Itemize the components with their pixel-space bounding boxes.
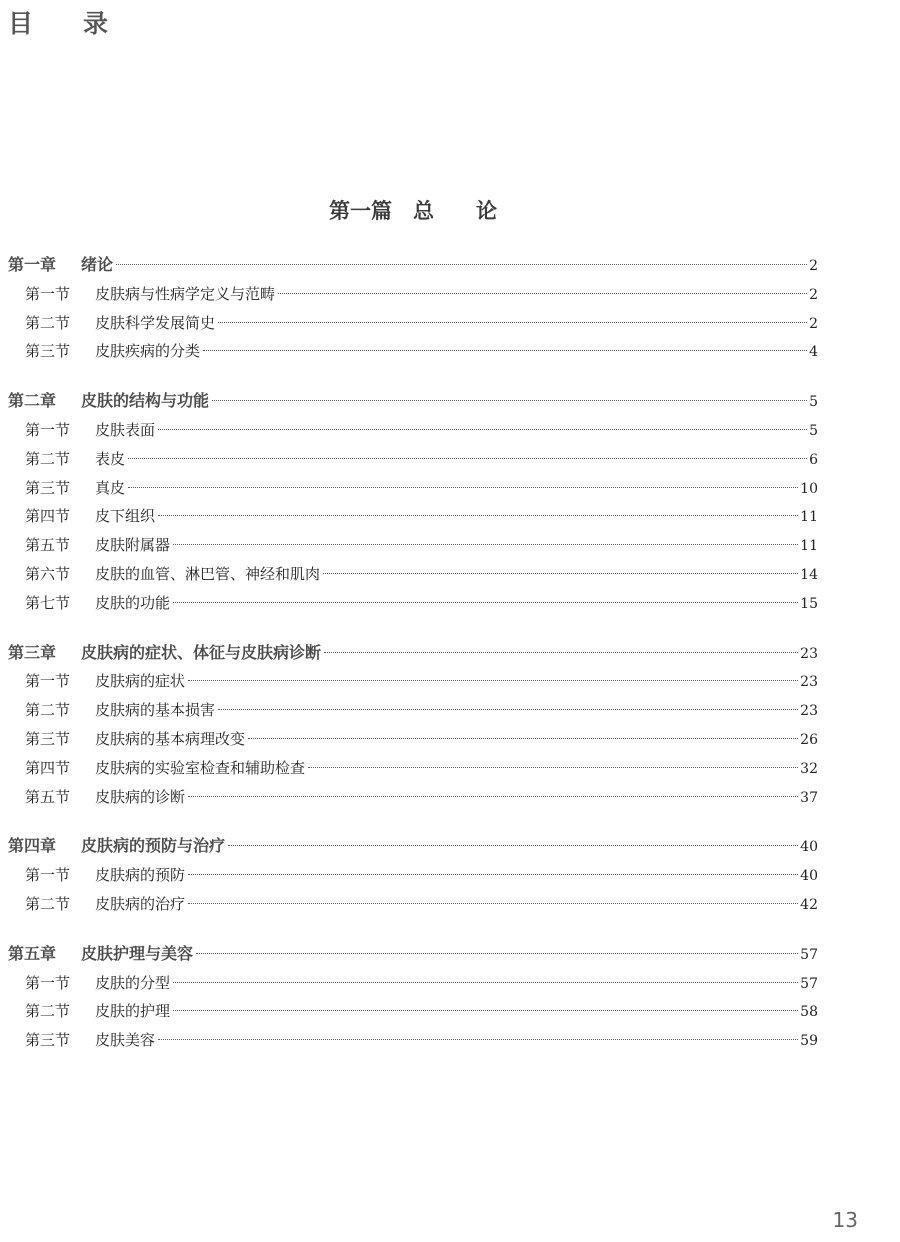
toc-chapter-entry-number: 第一章 bbox=[8, 255, 57, 274]
dot-leader bbox=[278, 293, 807, 294]
toc-section-entry-title: 皮肤表面 bbox=[95, 420, 156, 439]
chapter-block bbox=[8, 251, 818, 366]
toc-section-entry[interactable] bbox=[8, 725, 818, 754]
toc-chapter-entry[interactable] bbox=[8, 251, 818, 280]
toc-section-entry-title: 皮肤病的基本病理改变 bbox=[95, 729, 246, 748]
toc-section-entry-label bbox=[25, 502, 155, 531]
toc-section-entry-number: 第七节 bbox=[25, 593, 71, 612]
toc-section-entry-page: 58 bbox=[800, 1004, 818, 1021]
toc-chapter-entry-label bbox=[8, 387, 209, 416]
toc-section-entry[interactable] bbox=[8, 309, 818, 338]
toc-section-entry-label bbox=[25, 416, 155, 445]
toc-section-entry-number: 第一节 bbox=[25, 973, 71, 992]
toc-section-entry-number: 第六节 bbox=[25, 564, 71, 583]
toc-section-entry-label bbox=[25, 531, 170, 560]
dot-leader bbox=[173, 982, 798, 983]
toc-section-entry-page: 15 bbox=[800, 595, 818, 612]
toc-chapter-entry-title: 皮肤病的预防与治疗 bbox=[81, 836, 226, 856]
toc-section-entry-label bbox=[25, 1026, 155, 1055]
toc-section-entry-label bbox=[25, 280, 275, 309]
dot-leader bbox=[324, 652, 798, 653]
dot-leader bbox=[228, 845, 798, 846]
toc-section-entry-page: 2 bbox=[809, 286, 818, 303]
dot-leader bbox=[173, 602, 798, 603]
toc-section-entry-label bbox=[25, 890, 185, 919]
toc-section-entry-label bbox=[25, 667, 185, 696]
toc-section-entry-page: 23 bbox=[800, 703, 818, 720]
header-title-char-2: 录 bbox=[83, 9, 109, 38]
toc-section-entry-number: 第三节 bbox=[25, 342, 71, 361]
dot-leader bbox=[308, 767, 798, 768]
toc-section-entry[interactable] bbox=[8, 531, 818, 560]
dot-leader bbox=[173, 544, 798, 545]
toc-section-entry-number: 第五节 bbox=[25, 536, 71, 555]
dot-leader bbox=[212, 400, 807, 401]
toc-section-entry-page: 6 bbox=[809, 451, 818, 468]
toc-section-entry-title: 皮肤美容 bbox=[95, 1031, 156, 1050]
toc-section-entry-number: 第二节 bbox=[25, 701, 71, 720]
toc-section-entry-label bbox=[25, 589, 170, 618]
toc-section-entry[interactable] bbox=[8, 280, 818, 309]
toc-chapter-entry-title: 绪论 bbox=[81, 255, 114, 274]
toc-section-entry-number: 第五节 bbox=[25, 787, 71, 806]
dot-leader bbox=[196, 953, 798, 954]
dot-leader bbox=[218, 322, 807, 323]
toc-section-entry-number: 第二节 bbox=[25, 313, 71, 332]
toc-section-entry[interactable] bbox=[8, 861, 818, 890]
table-of-contents bbox=[8, 251, 818, 1076]
toc-chapter-entry-page: 5 bbox=[809, 394, 818, 411]
toc-section-entry[interactable] bbox=[8, 969, 818, 998]
dot-leader bbox=[203, 350, 807, 351]
toc-chapter-entry[interactable] bbox=[8, 639, 818, 668]
page-header-title bbox=[8, 4, 108, 40]
toc-section-entry-page: 57 bbox=[800, 975, 818, 992]
toc-section-entry[interactable] bbox=[8, 589, 818, 618]
toc-section-entry-page: 59 bbox=[800, 1033, 818, 1050]
toc-section-entry-number: 第二节 bbox=[25, 894, 71, 913]
chapter-block bbox=[8, 387, 818, 617]
toc-section-entry-number: 第四节 bbox=[25, 758, 71, 777]
toc-section-entry-label bbox=[25, 969, 170, 998]
dot-leader bbox=[188, 874, 798, 875]
toc-section-entry-number: 第三节 bbox=[25, 729, 71, 748]
toc-chapter-entry-number: 第二章 bbox=[8, 391, 57, 411]
toc-section-entry-label bbox=[25, 696, 215, 725]
toc-section-entry-page: 32 bbox=[800, 760, 818, 777]
toc-section-entry-title: 皮肤科学发展简史 bbox=[95, 313, 216, 332]
toc-section-entry-label bbox=[25, 997, 170, 1026]
toc-section-entry[interactable] bbox=[8, 997, 818, 1026]
toc-section-entry-label bbox=[25, 445, 125, 474]
toc-chapter-entry[interactable] bbox=[8, 940, 818, 969]
toc-section-entry-number: 第一节 bbox=[25, 672, 71, 691]
toc-section-entry-label bbox=[25, 474, 125, 503]
toc-section-entry-title: 皮肤的功能 bbox=[95, 593, 171, 612]
dot-leader bbox=[173, 1010, 798, 1011]
toc-section-entry-number: 第三节 bbox=[25, 478, 71, 497]
toc-chapter-entry-number: 第五章 bbox=[8, 943, 57, 963]
header-title-char-1: 目 bbox=[8, 9, 34, 38]
toc-section-entry-number: 第一节 bbox=[25, 420, 71, 439]
toc-section-entry[interactable] bbox=[8, 754, 818, 783]
toc-section-entry[interactable] bbox=[8, 1026, 818, 1055]
chapter-block bbox=[8, 639, 818, 812]
dot-leader bbox=[158, 515, 798, 516]
toc-section-entry-number: 第二节 bbox=[25, 1002, 71, 1021]
toc-section-entry-title: 皮肤疾病的分类 bbox=[95, 342, 201, 361]
toc-section-entry-number: 第一节 bbox=[25, 866, 71, 885]
part-title: 第一篇 总 论 bbox=[329, 199, 497, 223]
toc-chapter-entry-label bbox=[8, 251, 113, 280]
toc-chapter-entry-page: 40 bbox=[800, 839, 818, 856]
toc-section-entry-title: 皮肤病的治疗 bbox=[95, 894, 186, 913]
toc-section-entry-title: 皮肤病的症状 bbox=[95, 672, 186, 691]
toc-chapter-entry-number: 第三章 bbox=[8, 642, 57, 662]
dot-leader bbox=[188, 680, 798, 681]
toc-chapter-entry[interactable] bbox=[8, 832, 818, 861]
chapter-block bbox=[8, 940, 818, 1055]
toc-section-entry[interactable] bbox=[8, 416, 818, 445]
toc-chapter-entry-label bbox=[8, 639, 321, 668]
toc-section-entry[interactable] bbox=[8, 890, 818, 919]
toc-section-entry[interactable] bbox=[8, 783, 818, 812]
toc-section-entry-title: 皮肤的护理 bbox=[95, 1002, 171, 1021]
dot-leader bbox=[248, 738, 798, 739]
toc-section-entry-title: 皮肤病的诊断 bbox=[95, 787, 186, 806]
toc-section-entry-label bbox=[25, 337, 200, 366]
toc-section-entry-label bbox=[25, 861, 185, 890]
toc-chapter-entry-number: 第四章 bbox=[8, 836, 57, 856]
toc-section-entry[interactable] bbox=[8, 696, 818, 725]
toc-section-entry-page: 10 bbox=[800, 480, 818, 497]
toc-chapter-entry-title: 皮肤病的症状、体征与皮肤病诊断 bbox=[81, 642, 322, 662]
toc-section-entry-title: 皮肤病的实验室检查和辅助检查 bbox=[95, 758, 306, 777]
toc-chapter-entry-label bbox=[8, 940, 193, 969]
toc-chapter-entry-label bbox=[8, 832, 225, 861]
dot-leader bbox=[323, 573, 798, 574]
toc-chapter-entry-title: 皮肤护理与美容 bbox=[81, 943, 194, 963]
toc-chapter-entry-page: 23 bbox=[800, 645, 818, 662]
toc-section-entry-title: 皮肤的血管、淋巴管、神经和肌肉 bbox=[95, 564, 321, 583]
toc-section-entry[interactable] bbox=[8, 474, 818, 503]
toc-section-entry-page: 5 bbox=[809, 422, 818, 439]
toc-section-entry-number: 第二节 bbox=[25, 449, 71, 468]
page-number: 13 bbox=[832, 1208, 858, 1232]
toc-section-entry[interactable] bbox=[8, 667, 818, 696]
toc-section-entry-number: 第三节 bbox=[25, 1031, 71, 1050]
toc-section-entry-label bbox=[25, 725, 245, 754]
toc-section-entry-label bbox=[25, 560, 320, 589]
toc-section-entry-page: 23 bbox=[800, 674, 818, 691]
dot-leader bbox=[116, 264, 807, 265]
toc-section-entry-page: 4 bbox=[809, 344, 818, 361]
toc-chapter-entry-page: 2 bbox=[809, 258, 818, 274]
toc-section-entry[interactable] bbox=[8, 560, 818, 589]
toc-section-entry-title: 皮肤的分型 bbox=[95, 973, 171, 992]
toc-chapter-entry-title: 皮肤的结构与功能 bbox=[81, 391, 210, 411]
toc-section-entry-title: 皮肤病的预防 bbox=[95, 866, 186, 885]
toc-chapter-entry-page: 57 bbox=[800, 946, 818, 963]
toc-section-entry[interactable] bbox=[8, 337, 818, 366]
dot-leader bbox=[218, 709, 798, 710]
toc-section-entry-page: 26 bbox=[800, 731, 818, 748]
dot-leader bbox=[188, 903, 798, 904]
chapter-block bbox=[8, 832, 818, 918]
toc-section-entry[interactable] bbox=[8, 502, 818, 531]
toc-section-entry-title: 皮肤附属器 bbox=[95, 536, 171, 555]
toc-section-entry-title: 皮肤病的基本损害 bbox=[95, 701, 216, 720]
dot-leader bbox=[158, 1039, 798, 1040]
toc-section-entry-page: 42 bbox=[800, 896, 818, 913]
toc-section-entry-page: 37 bbox=[800, 789, 818, 806]
toc-section-entry-page: 11 bbox=[800, 509, 818, 526]
toc-section-entry-label bbox=[25, 309, 215, 338]
dot-leader bbox=[158, 429, 807, 430]
toc-section-entry-title: 皮肤病与性病学定义与范畴 bbox=[95, 284, 276, 303]
toc-section-entry-page: 14 bbox=[800, 566, 818, 583]
toc-section-entry-page: 40 bbox=[800, 868, 818, 885]
dot-leader bbox=[128, 458, 807, 459]
dot-leader bbox=[188, 796, 798, 797]
toc-section-entry[interactable] bbox=[8, 445, 818, 474]
toc-section-entry-title: 表皮 bbox=[95, 449, 126, 468]
toc-section-entry-page: 2 bbox=[809, 315, 818, 332]
toc-section-entry-number: 第一节 bbox=[25, 284, 71, 303]
toc-section-entry-title: 皮下组织 bbox=[95, 507, 156, 526]
toc-section-entry-label bbox=[25, 783, 185, 812]
toc-section-entry-number: 第四节 bbox=[25, 507, 71, 526]
toc-section-entry-title: 真皮 bbox=[95, 478, 126, 497]
toc-section-entry-label bbox=[25, 754, 305, 783]
toc-section-entry-page: 11 bbox=[800, 538, 818, 555]
dot-leader bbox=[128, 487, 798, 488]
toc-chapter-entry[interactable] bbox=[8, 387, 818, 416]
